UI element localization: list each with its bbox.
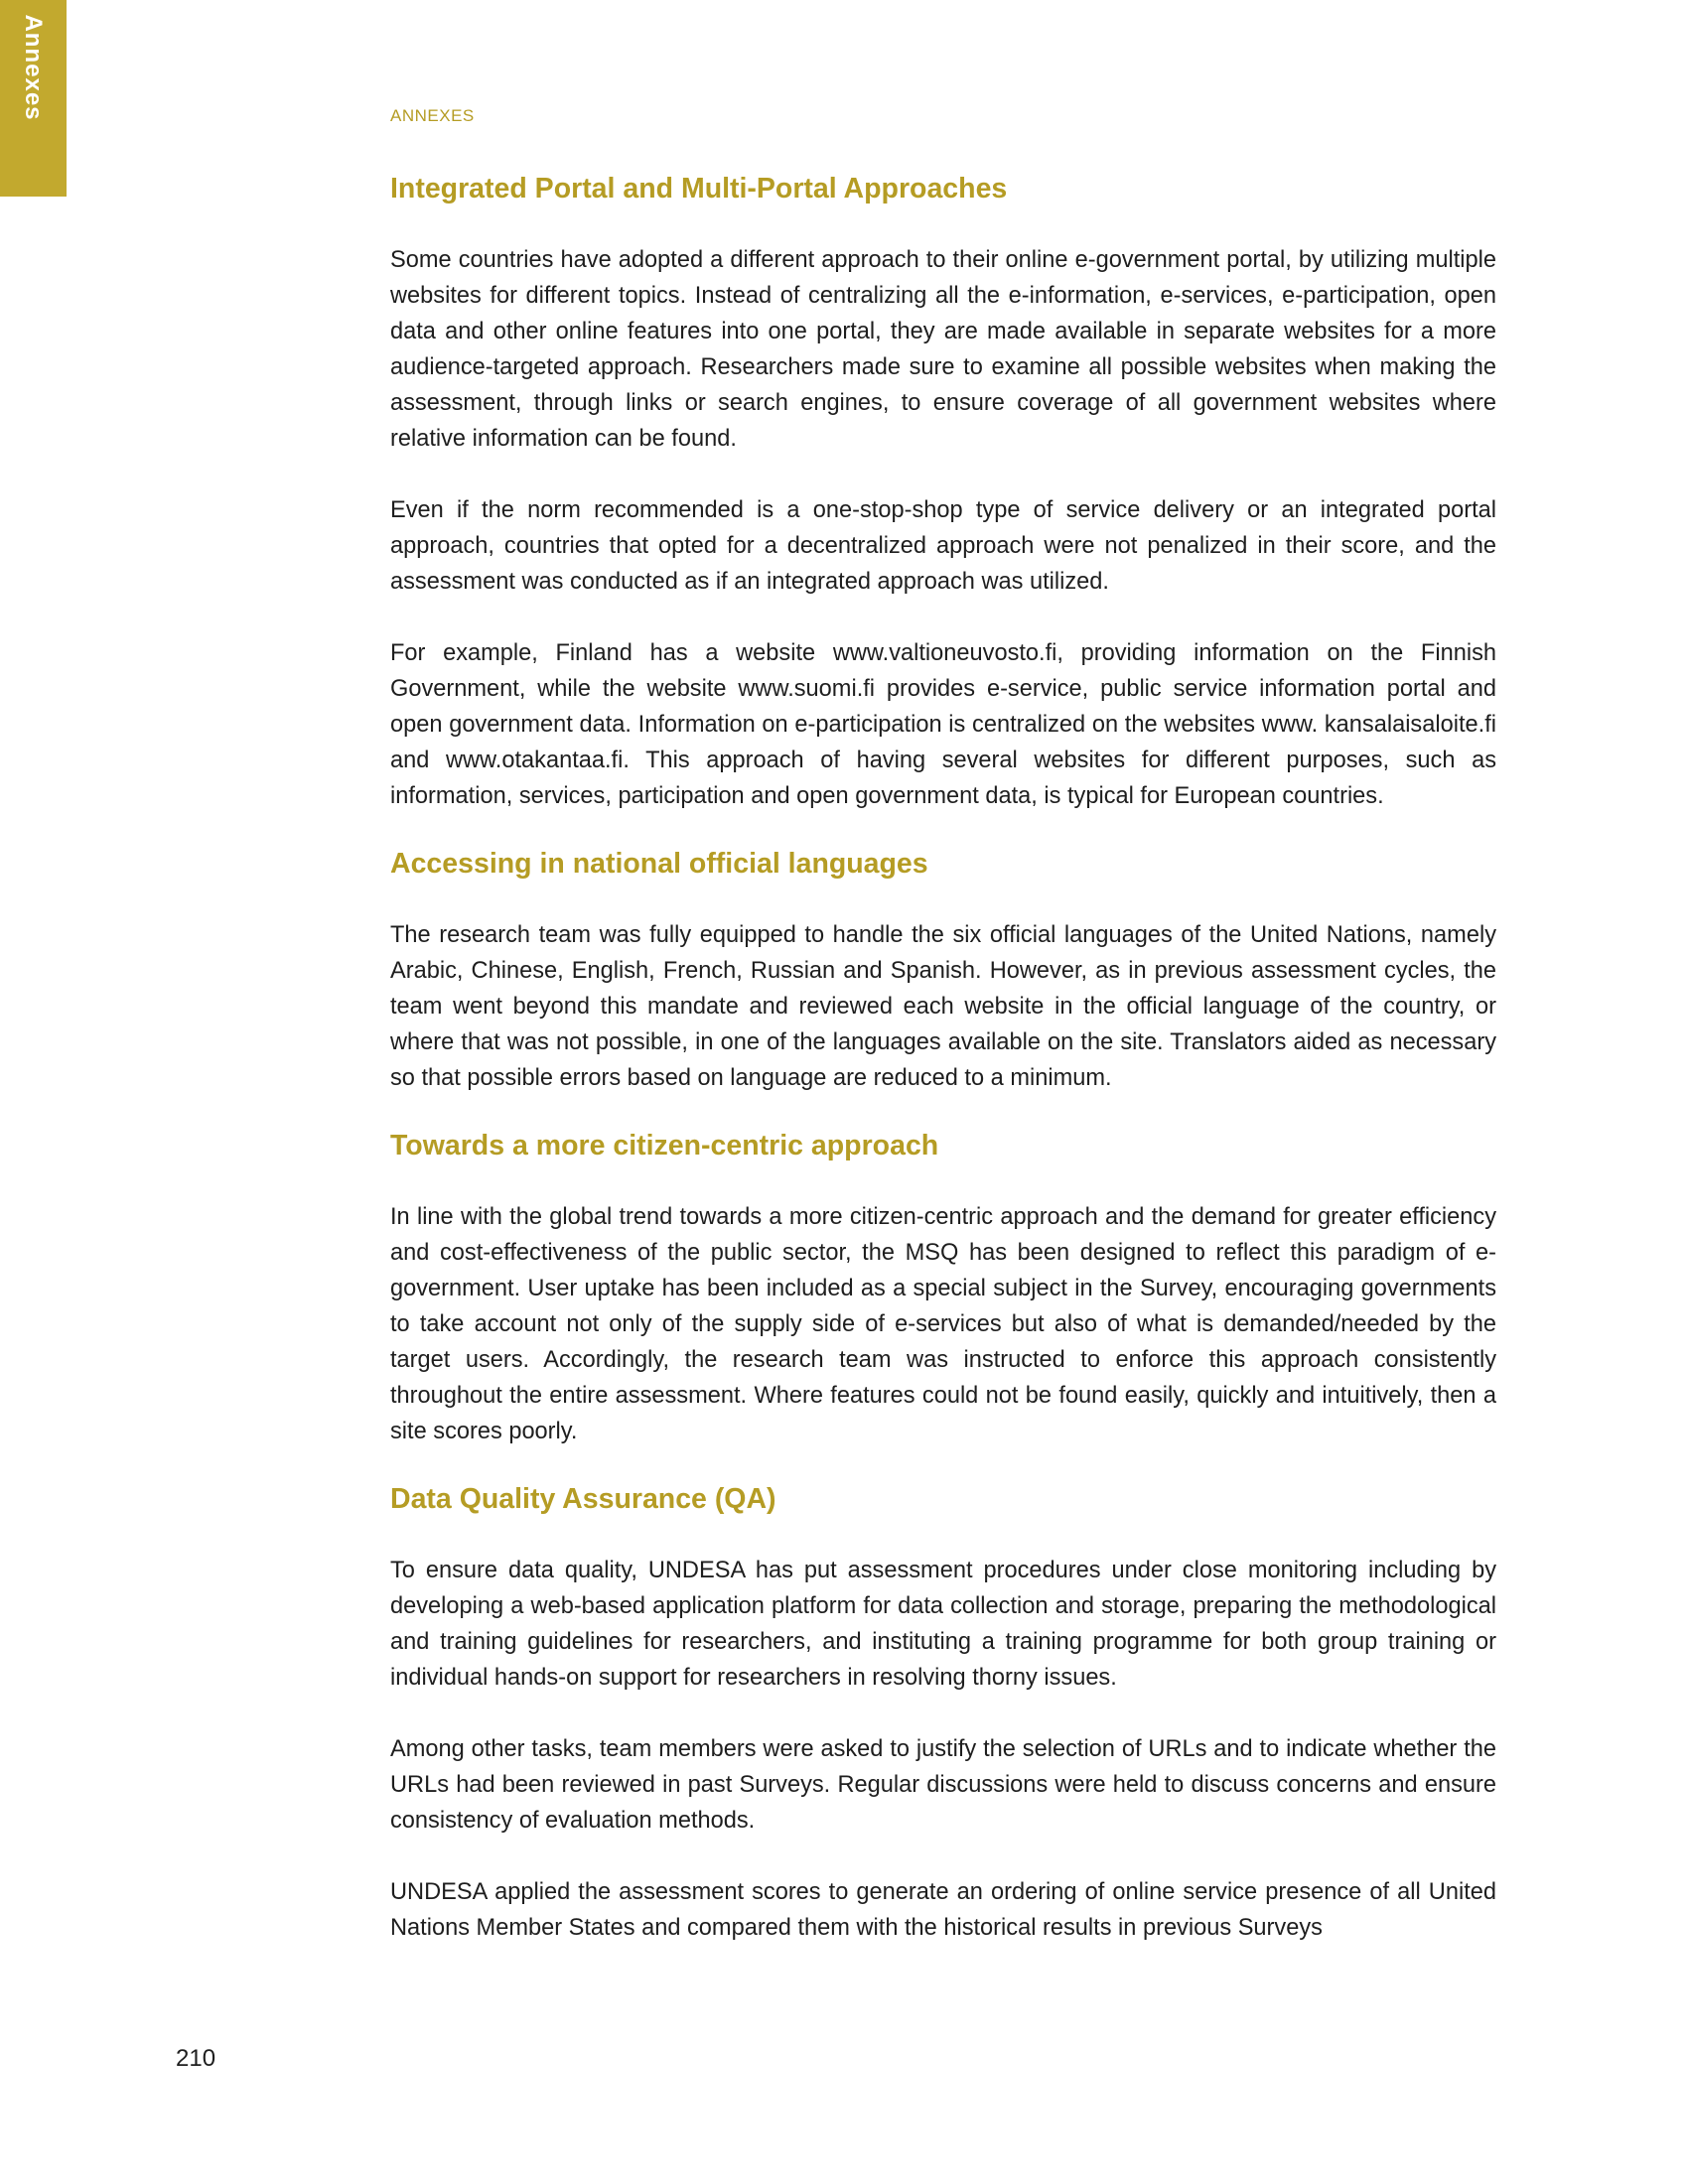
paragraph: In line with the global trend towards a more citizen-centric approach and the demand for greater efficiency and cost-effectiveness of the public sector, the MSQ has been designed to reflect this paradigm of e-government. User uptake has been included as a special subject in the Survey, encouraging governments to take account not only of the supply side of e-services but also of what is demanded/needed by the target users. Accordingly, the research team was instructed to enforce this approach consistently throughout the entire assessment. Where features could not be found easily, quickly and intuitively, then a site scores poorly.: [390, 1204, 1496, 1444]
side-tab-label: Annexes: [20, 14, 47, 121]
section-heading-official-languages: Accessing in national official languages: [390, 848, 928, 880]
section-heading-data-quality: Data Quality Assurance (QA): [390, 1483, 776, 1515]
page-number: 210: [176, 2045, 216, 2072]
paragraph: For example, Finland has a website www.valtioneuvosto.fi, providing information on the Finnish Government, while the website www.suomi.fi provides e-service, public service information portal and open government data. Information on e-participation is centralized on the websites www. kansalaisaloite.fi and www.otakantaa.fi. This approach of having several websites for different purposes, such as information, services, participation and open government data, is typical for European countries.: [390, 640, 1496, 809]
paragraph: UNDESA applied the assessment scores to generate an ordering of online service presence of all United Nations Member States and compared them with the historical results in previous Surveys: [390, 1879, 1496, 1941]
paragraph: Among other tasks, team members were asked to justify the selection of URLs and to indicate whether the URLs had been reviewed in past Surveys. Regular discussions were held to discuss concerns and ensure consistency of evaluation methods.: [390, 1736, 1496, 1834]
paragraph: The research team was fully equipped to handle the six official languages of the United Nations, namely Arabic, Chinese, English, French, Russian and Spanish. However, as in previous assessment cycles, the team went beyond this mandate and reviewed each website in the official language of the country, or where that was not possible, in one of the languages available on the site. Translators aided as necessary so that possible errors based on language are reduced to a minimum.: [390, 922, 1496, 1091]
paragraph: To ensure data quality, UNDESA has put assessment procedures under close monitoring including by developing a web-based application platform for data collection and storage, preparing the methodological and training guidelines for researchers, and instituting a training programme for both group training or individual hands-on support for researchers in resolving thorny issues.: [390, 1558, 1496, 1691]
running-header: ANNEXES: [390, 106, 475, 125]
side-tab: [0, 0, 67, 197]
section-heading-citizen-centric: Towards a more citizen-centric approach: [390, 1130, 939, 1161]
page-content: [390, 169, 1496, 1946]
paragraph: Some countries have adopted a different approach to their online e-government portal, by utilizing multiple websites for different topics. Instead of centralizing all the e-information, e-services, e-participation, open data and other online features into one portal, they are made available in separate websites for a more audience-targeted approach. Researchers made sure to examine all possible websites when making the assessment, through links or search engines, to ensure coverage of all government websites where relative information can be found.: [390, 247, 1496, 452]
section-heading-integrated-portal: Integrated Portal and Multi-Portal Approaches: [390, 173, 1008, 205]
paragraph: Even if the norm recommended is a one-stop-shop type of service delivery or an integrated portal approach, countries that opted for a decentralized approach were not penalized in their score, and the assessment was conducted as if an integrated approach was utilized.: [390, 497, 1496, 595]
